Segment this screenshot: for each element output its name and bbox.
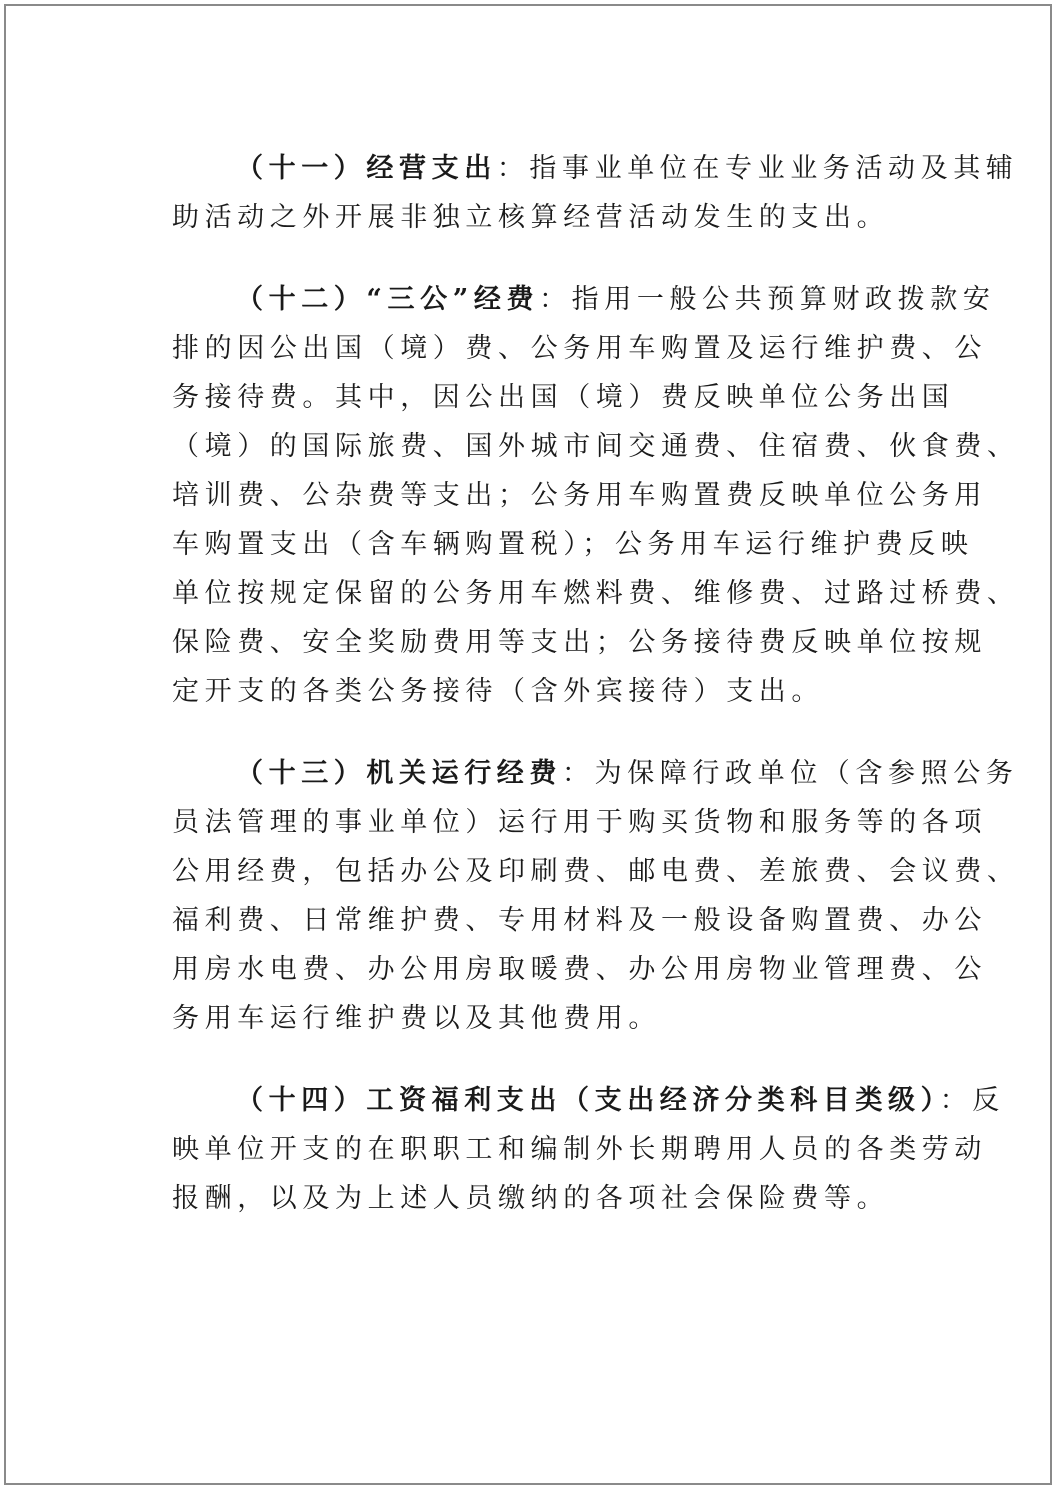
- paragraph-line: 映单位开支的在职职工和编制外长期聘用人员的各类劳动: [172, 1134, 987, 1165]
- paragraph-line: 保险费、安全奖励费用等支出；公务接待费反映单位按规: [172, 627, 987, 658]
- paragraph-line: 培训费、公杂费等支出；公务用车购置费反映单位公务用: [172, 480, 987, 511]
- definition-text: ：指事业单位在专业业务活动及其辅: [496, 153, 1019, 184]
- paragraph-line: 员法管理的事业单位）运行用于购买货物和服务等的各项: [172, 807, 987, 838]
- paragraph-line: 定开支的各类公务接待（含外宾接待）支出。: [172, 676, 824, 707]
- term-heading: （十四）工资福利支出（支出经济分类科目类级）: [236, 1085, 940, 1116]
- definition-text: ：反: [939, 1085, 1005, 1116]
- paragraph-line: 单位按规定保留的公务用车燃料费、维修费、过路过桥费、: [172, 578, 1020, 609]
- paragraph-line: 用房水电费、办公用房取暖费、办公用房物业管理费、公: [172, 954, 987, 985]
- paragraph-line: 务用车运行维护费以及其他费用。: [172, 1003, 661, 1034]
- paragraph-line: 排的因公出国（境）费、公务用车购置及运行维护费、公: [172, 333, 987, 364]
- paragraph-line: 福利费、日常维护费、专用材料及一般设备购置费、办公: [172, 905, 987, 936]
- paragraph-line: 公用经费，包括办公及印刷费、邮电费、差旅费、会议费、: [172, 856, 1020, 887]
- document-page: [4, 4, 1052, 1485]
- term-heading: （十二）“三公”经费: [236, 284, 540, 315]
- paragraph-line: 报酬，以及为上述人员缴纳的各项社会保险费等。: [172, 1183, 890, 1214]
- paragraph-line: （境）的国际旅费、国外城市间交通费、住宿费、伙食费、: [172, 431, 1020, 462]
- term-heading: （十三）机关运行经费: [236, 758, 562, 789]
- paragraph-line: [172, 144, 1019, 193]
- paragraph-line: [172, 749, 1019, 798]
- paragraph-line: [172, 275, 996, 324]
- paragraph-business-expenditure: [172, 144, 1019, 242]
- paragraph-wages-welfare: [172, 1076, 1005, 1223]
- paragraph-line: 务接待费。其中，因公出国（境）费反映单位公务出国: [172, 382, 955, 413]
- paragraph-three-public-expenses: [172, 275, 1020, 716]
- paragraph-operating-funds: [172, 749, 1020, 1043]
- paragraph-line: 车购置支出（含车辆购置税）；公务用车运行维护费反映: [172, 529, 974, 560]
- paragraph-line: [172, 1076, 1005, 1125]
- document-body: [172, 144, 1020, 1256]
- definition-text: ：指用一般公共预算财政拨款安: [539, 284, 996, 315]
- paragraph-line: 助活动之外开展非独立核算经营活动发生的支出。: [172, 202, 890, 233]
- definition-text: ：为保障行政单位（含参照公务: [562, 758, 1019, 789]
- term-heading: （十一）经营支出: [236, 153, 497, 184]
